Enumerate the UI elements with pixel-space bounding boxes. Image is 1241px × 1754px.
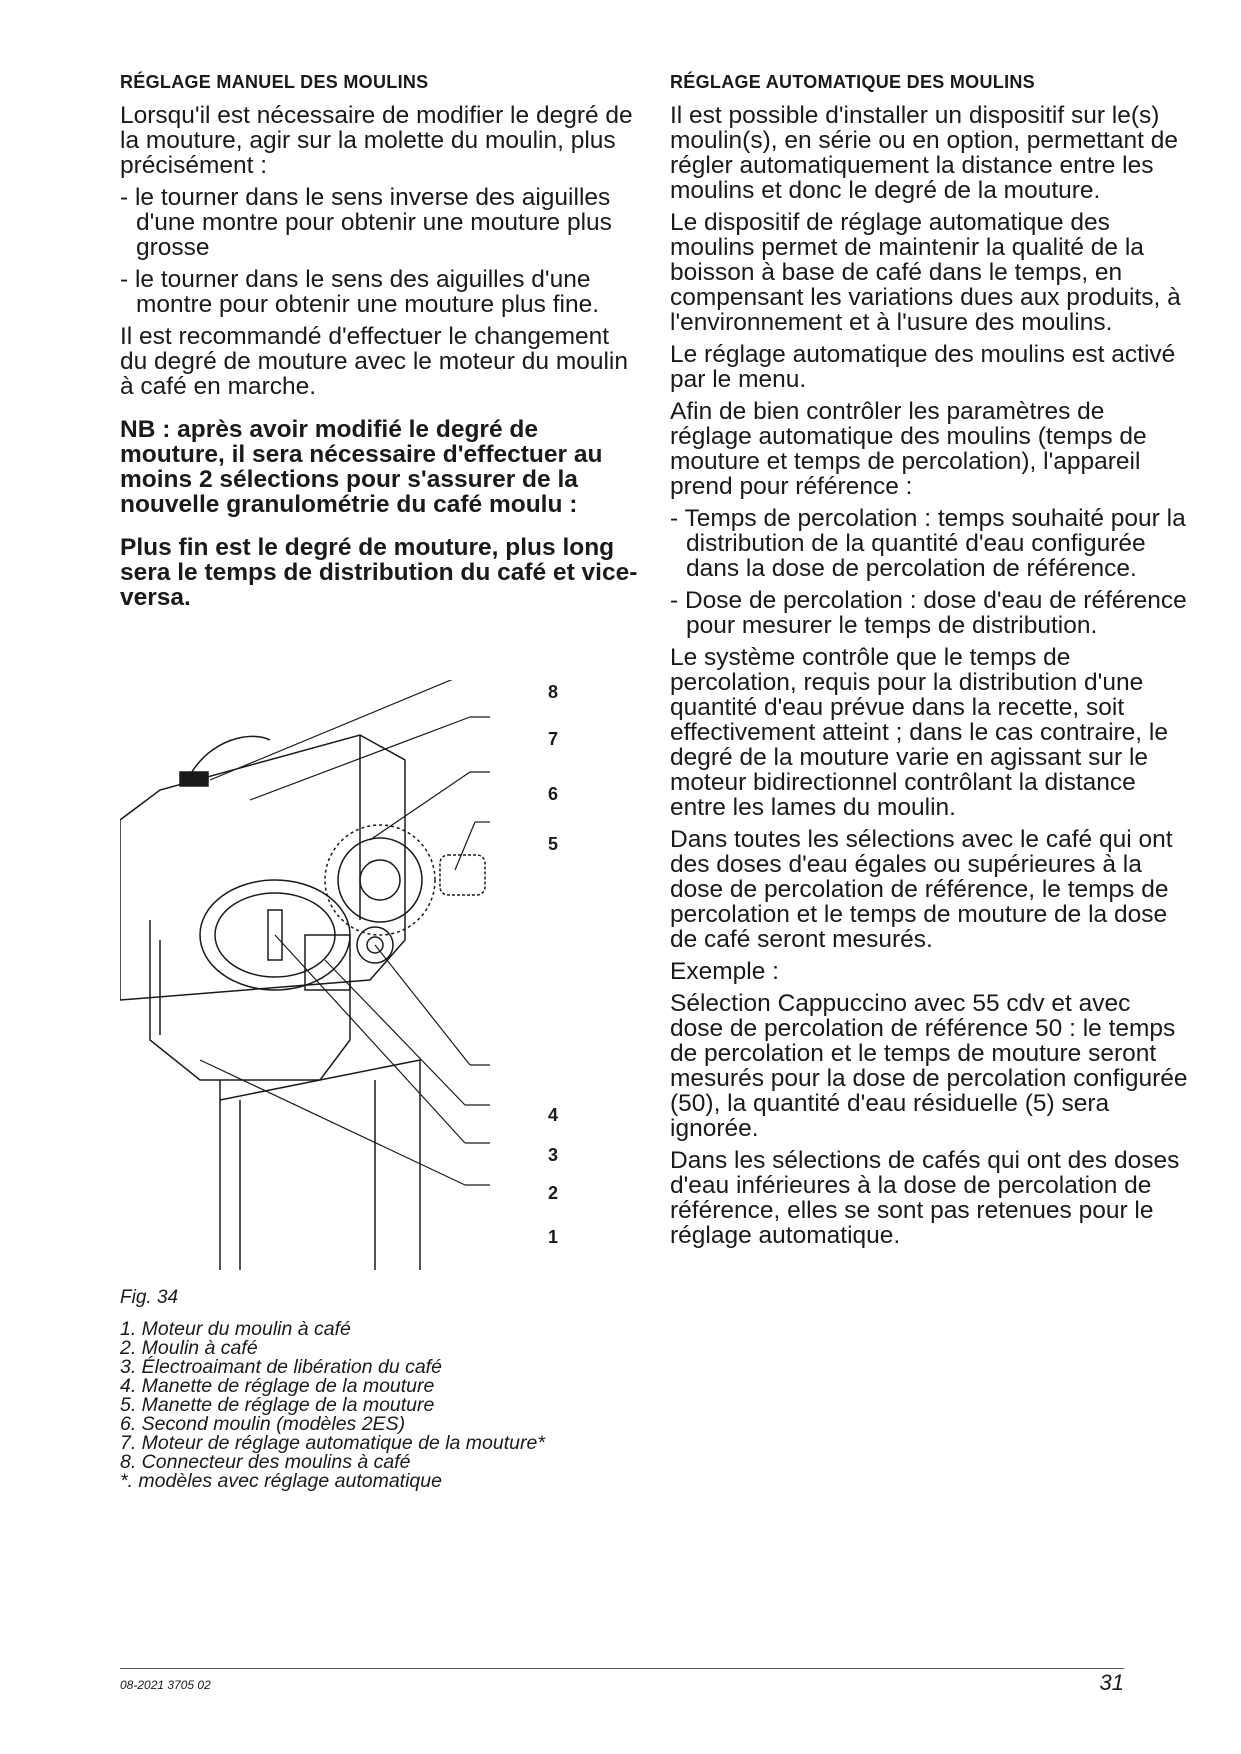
callout-8: 8 <box>548 682 559 702</box>
legend-item: 8. Connecteur des moulins à café <box>120 1451 411 1473</box>
percolation-time-item: - Temps de percolation : temps souhaité pour la distribution de la quantité d'eau configurée dans la dose de percolation de référence. <box>670 505 1186 582</box>
automatic-adjustment-heading: RÉGLAGE AUTOMATIQUE DES MOULINS <box>670 72 1035 92</box>
callout-3: 3 <box>548 1145 559 1165</box>
auto-adjust-motor <box>440 855 485 895</box>
callout-2: 2 <box>548 1183 559 1203</box>
counterclockwise-instruction: - le tourner dans le sens inverse des aiguilles d'une montre pour obtenir une mouture plus grosse <box>120 184 612 261</box>
callout-4: 4 <box>548 1105 559 1125</box>
percolation-dose-item: - Dose de percolation : dose d'eau de référence pour mesurer le temps de distribution. <box>670 587 1187 639</box>
left-column <box>120 72 640 617</box>
figure-caption: Fig. 34 <box>120 1287 179 1308</box>
legend-item: 4. Manette de réglage de la mouture <box>120 1375 435 1397</box>
right-column <box>670 72 1190 1255</box>
legend-item: 6. Second moulin (modèles 2ES) <box>120 1413 406 1435</box>
grinder-figure <box>120 680 580 1270</box>
motor-running-advice: Il est recommandé d'effectuer le changement du degré de mouture avec le moteur du moulin à café en marche. <box>120 323 628 400</box>
legend-item: 7. Moteur de réglage automatique de la mouture* <box>120 1432 545 1454</box>
second-grinder-gear <box>325 825 435 935</box>
figure-legend <box>120 1320 640 1491</box>
manual-adjustment-heading: RÉGLAGE MANUEL DES MOULINS <box>120 72 429 92</box>
document-code: 08-2021 3705 02 <box>120 1678 211 1692</box>
callout-6: 6 <box>548 784 559 804</box>
legend-item: 3. Électroaimant de libération du café <box>120 1356 442 1378</box>
callout-5: 5 <box>548 834 559 854</box>
motor-body <box>150 920 350 1080</box>
legend-item: 5. Manette de réglage de la mouture <box>120 1394 435 1416</box>
auto-paragraph: Le dispositif de réglage automatique des moulins permet de maintenir la qualité de la boisson à base de café dans le temps, en compensant les variations dues aux produits, à l'environnement et à l'usure des moulins. <box>670 209 1181 336</box>
page-number: 31 <box>1099 1670 1124 1695</box>
housing-outline <box>120 735 405 1000</box>
callout-1: 1 <box>548 1227 559 1247</box>
auto-paragraph: Le système contrôle que le temps de percolation, requis pour la distribution d'une quantité d'eau prévue dans la recette, soit effectivement atteint ; dans le cas contraire, le degré de la mouture varie en agissant sur le moteur bidirectionnel contrôlant la distance entre les lames du moulin. <box>670 644 1168 821</box>
legend-footnote: *. modèles avec réglage automatique <box>120 1470 442 1492</box>
auto-paragraph: Dans les sélections de cafés qui ont des doses d'eau inférieures à la dose de percolation de référence, elles se sont pas retenues pour le réglage automatique. <box>670 1147 1180 1249</box>
legend-item: 2. Moulin à café <box>120 1337 258 1359</box>
auto-paragraph: Le réglage automatique des moulins est activé par le menu. <box>670 341 1176 393</box>
auto-paragraph: Dans toutes les sélections avec le café qui ont des doses d'eau égales ou supérieures à la dose de percolation de référence, le temps de percolation et le temps de mouture de la dose de café seront mesurés. <box>670 826 1173 953</box>
auto-paragraph: Afin de bien contrôler les paramètres de réglage automatique des moulins (temps de mouture et temps de percolation), l'appareil prend pour référence : <box>670 398 1147 500</box>
example-paragraph: Sélection Cappuccino avec 55 cdv et avec dose de percolation de référence 50 : le temps de percolation et le temps de mouture seront mesurés pour la dose de percolation configurée (50), la quantité d'eau résiduelle (5) sera ignorée. <box>670 990 1188 1142</box>
grind-time-note: Plus fin est le degré de mouture, plus long sera le temps de distribution du café et vice-versa. <box>120 534 638 611</box>
auto-paragraph: Il est possible d'installer un dispositif sur le(s) moulin(s), en série ou en option, permettant de régler automatiquement la distance entre les moulins et donc le degré de la mouture. <box>670 102 1178 204</box>
manual-intro-paragraph: Lorsqu'il est nécessaire de modifier le degré de la mouture, agir sur la molette du moulin, plus précisément : <box>120 102 633 179</box>
legend-item: 1. Moteur du moulin à café <box>120 1318 351 1340</box>
clockwise-instruction: - le tourner dans le sens des aiguilles d'une montre pour obtenir une mouture plus fine. <box>120 266 600 318</box>
footer-divider <box>120 1668 1124 1669</box>
callout-7: 7 <box>548 729 559 749</box>
connector-icon <box>180 772 208 786</box>
example-label: Exemple : <box>670 958 779 985</box>
nb-note: NB : après avoir modifié le degré de mouture, il sera nécessaire d'effectuer au moins 2 sélections pour s'assurer de la nouvelle granulométrie du café moulu : <box>120 416 603 518</box>
